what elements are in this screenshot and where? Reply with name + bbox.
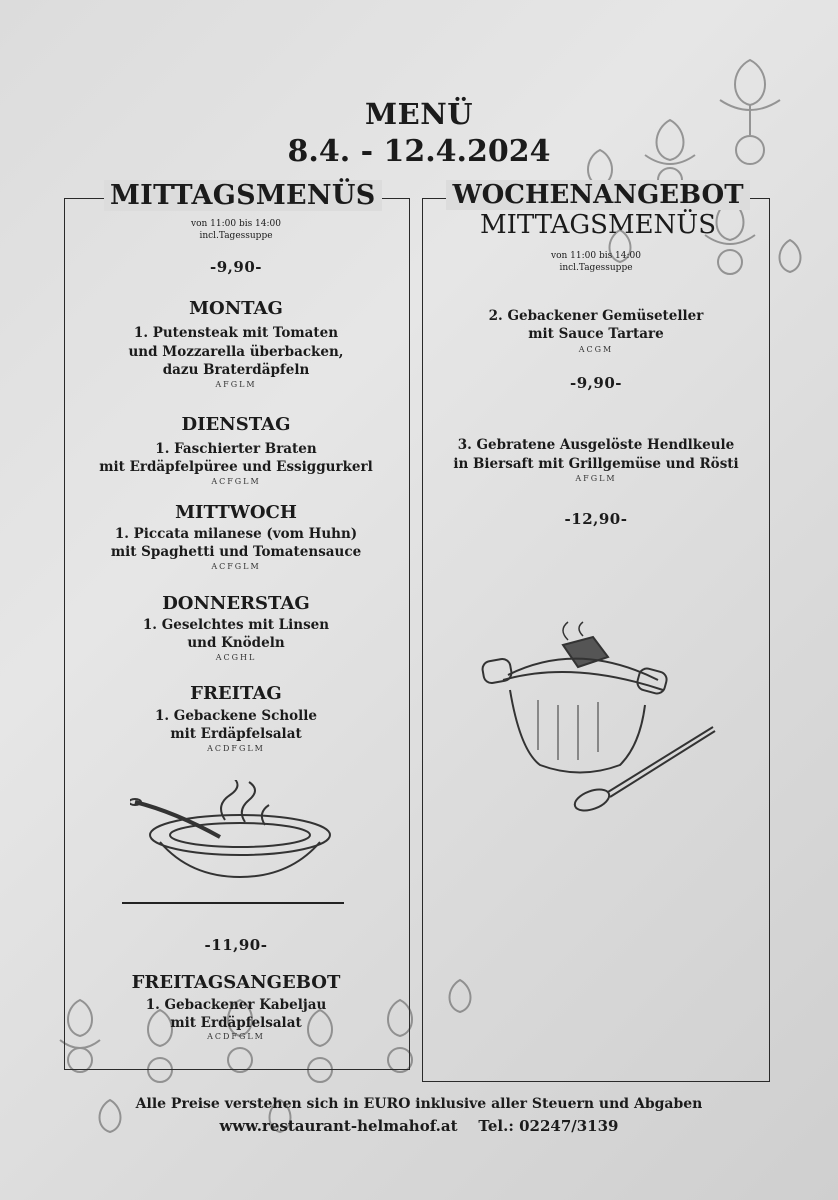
left-price: -9,90- — [210, 258, 262, 276]
left-hours: von 11:00 bis 14:00 — [190, 219, 281, 229]
dish-line: 1. Piccata milanese (vom Huhn) — [114, 526, 358, 542]
dish-line: 3. Gebratene Ausgelöste Hendlkeule — [457, 437, 735, 453]
dish-line: und Mozzarella überbacken, — [128, 344, 344, 360]
day-heading: MITTWOCH — [175, 502, 297, 523]
allergen-codes: ACFGLM — [211, 562, 261, 571]
phone-number[interactable]: Tel.: 02247/3139 — [478, 1117, 619, 1135]
right-hours: von 11:00 bis 14:00 — [550, 251, 641, 261]
allergen-codes: AFGLM — [215, 380, 257, 389]
date-range: 8.4. - 12.4.2024 — [287, 134, 551, 169]
dish-line: mit Erdäpfelpüree und Essiggurkerl — [99, 459, 373, 475]
dish-line: mit Spaghetti und Tomatensauce — [110, 544, 362, 560]
dish-line: mit Erdäpfelsalat — [170, 1015, 302, 1031]
dish-line: und Knödeln — [187, 635, 285, 651]
allergen-codes: AFGLM — [575, 474, 617, 483]
dish-line: 2. Gebackener Gemüseteller — [488, 308, 704, 324]
dish-line: 1. Faschierter Braten — [155, 441, 317, 457]
dish-line: 1. Gebackener Kabeljau — [145, 997, 327, 1013]
day-heading: DONNERSTAG — [162, 593, 310, 614]
soup-bowl-icon — [130, 780, 335, 880]
left-soup-note: incl.Tagessuppe — [199, 231, 273, 241]
day-heading: MONTAG — [189, 298, 283, 319]
dish2-price: -12,90- — [564, 510, 628, 528]
footer-contact — [0, 1117, 838, 1135]
spoon-icon — [570, 722, 720, 814]
left-heading: MITTAGSMENÜS — [104, 180, 368, 211]
allergen-codes: ACDFGLM — [207, 744, 265, 753]
allergen-codes: ACDFGLM — [207, 1032, 265, 1041]
allergen-codes: ACGHL — [215, 653, 257, 662]
footer-note: Alle Preise verstehen sich in EURO inklusive aller Steuern und Abgaben — [135, 1096, 703, 1112]
dish-line: in Biersaft mit Grillgemüse und Rösti — [453, 456, 739, 472]
allergen-codes: ACFGLM — [211, 477, 261, 486]
dish-line: 1. Gebackene Scholle — [155, 708, 317, 724]
friday-special-heading: FREITAGSANGEBOT — [131, 972, 341, 993]
right-subheading: MITTAGSMENÜS — [479, 210, 717, 240]
dish-line: dazu Braterdäpfeln — [162, 362, 310, 378]
dish-line: mit Sauce Tartare — [528, 326, 664, 342]
allergen-codes: ACGM — [578, 345, 614, 354]
dish1-price: -9,90- — [570, 374, 622, 392]
menu-title: MENÜ — [364, 97, 473, 131]
day-heading: FREITAG — [190, 683, 282, 704]
dish-line: mit Erdäpfelsalat — [170, 726, 302, 742]
right-heading: WOCHENANGEBOT — [446, 180, 750, 210]
website-link[interactable]: www.restaurant-helmahof.at — [219, 1117, 458, 1135]
dish-line: 1. Putensteak mit Tomaten — [133, 325, 339, 341]
friday-price: -11,90- — [204, 936, 268, 954]
day-heading: DIENSTAG — [181, 414, 291, 435]
dish-line: 1. Geselchtes mit Linsen — [142, 617, 330, 633]
right-soup-note: incl.Tagessuppe — [559, 263, 633, 273]
section-divider — [122, 902, 344, 904]
